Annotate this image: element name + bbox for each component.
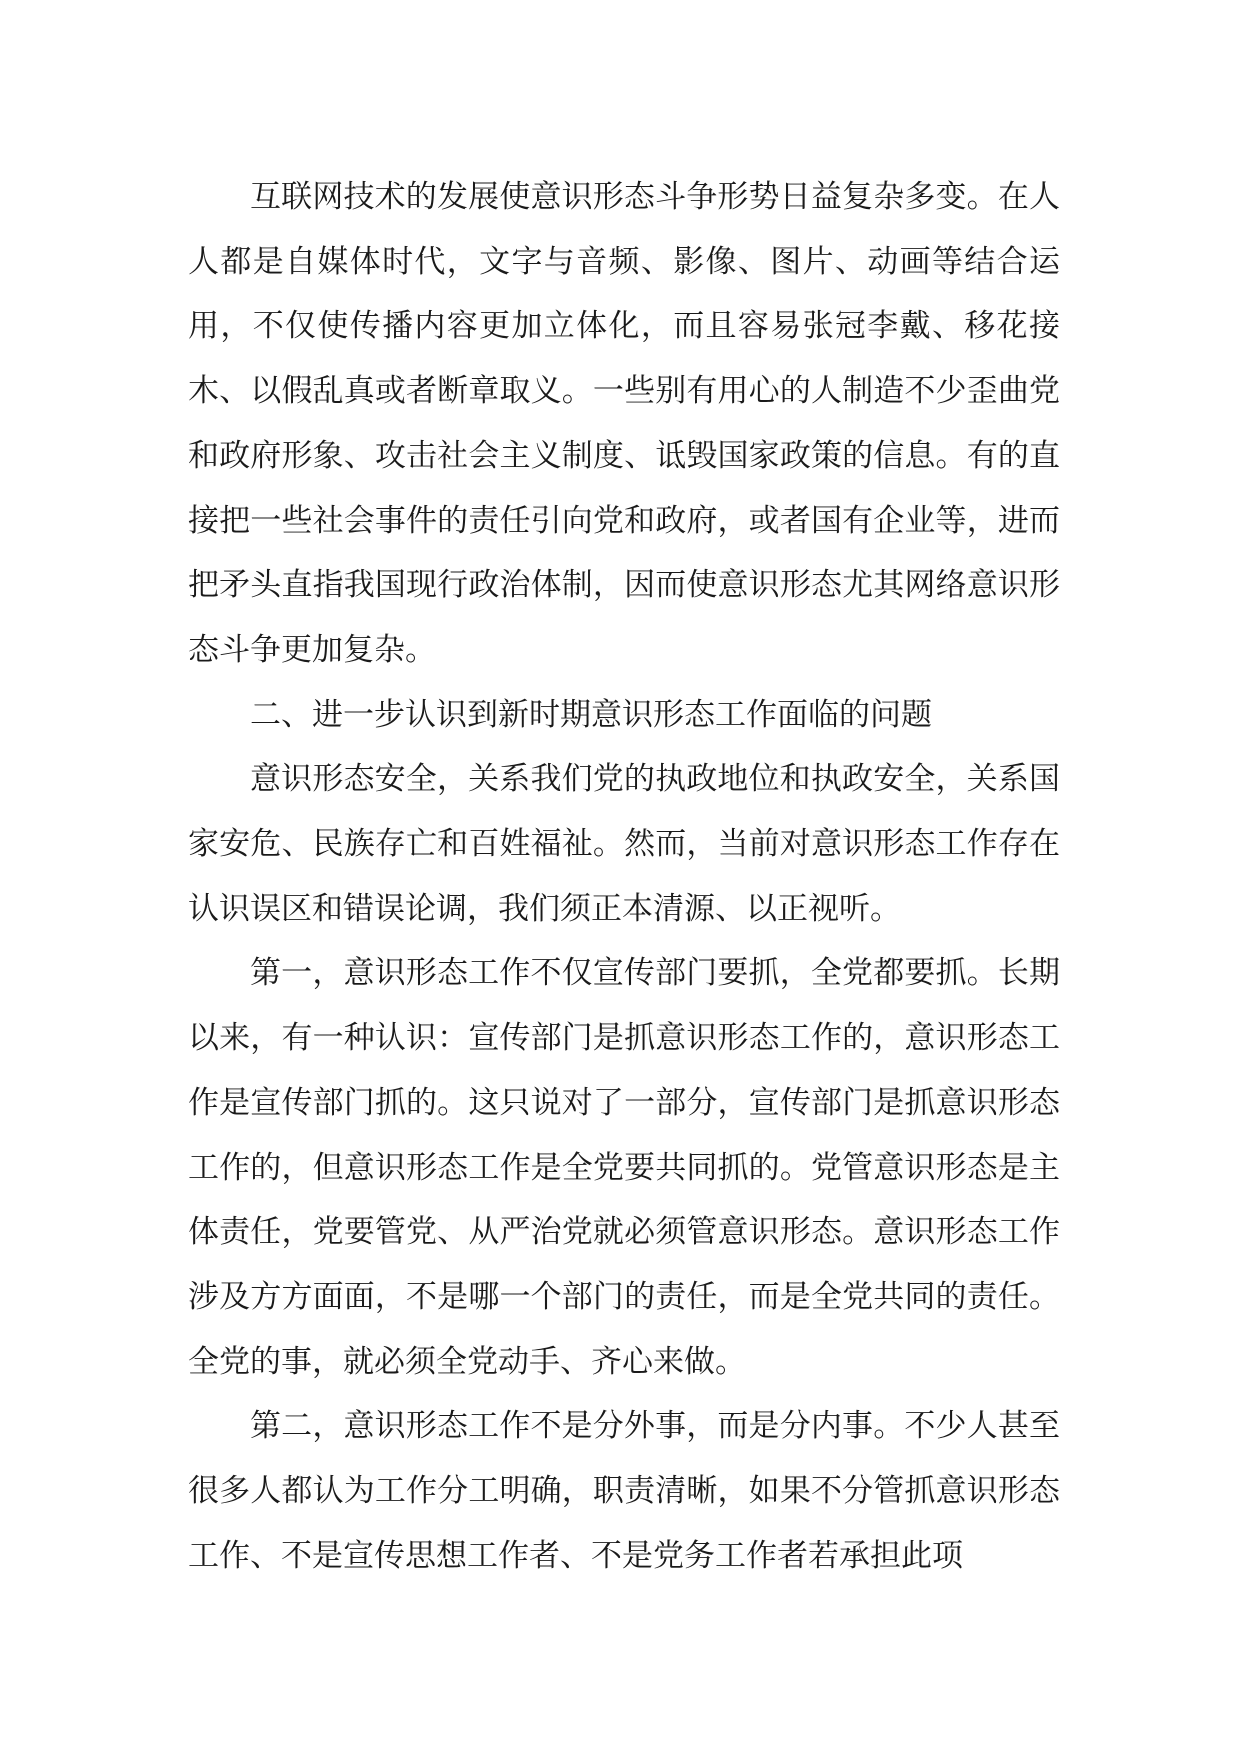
section-heading-two: 二、进一步认识到新时期意识形态工作面临的问题	[250, 696, 932, 733]
paragraph-internet-ideology: 互联网技术的发展使意识形态斗争形势日益复杂多变。在人人都是自媒体时代，文字与音频、影像、图片、动画等结合运用，不仅使传播内容更加立体化，而且容易张冠李戴、移花接木、以假乱真或者断章取义。一些别有用心的人制造不少歪曲党和政府形象、攻击社会主义制度、诋毁国家政策的信息。有的直接把一些社会事件的责任引向党和政府，或者国有企业等，进而把矛头直指我国现行政治体制，因而使意识形态尤其网络意识形态斗争更加复杂。	[188, 179, 1060, 668]
paragraph-point-one: 第一，意识形态工作不仅宣传部门要抓，全党都要抓。长期以来，有一种认识：宣传部门是抓意识形态工作的，意识形态工作是宣传部门抓的。这只说对了一部分，宣传部门是抓意识形态工作的，但意识形态工作是全党要共同抓的。党管意识形态是主体责任，党要管党、从严治党就必须管意识形态。意识形态工作涉及方方面面，不是哪一个部门的责任，而是全党共同的责任。全党的事，就必须全党动手、齐心来做。	[188, 955, 1060, 1380]
paragraph-ideology-security: 意识形态安全，关系我们党的执政地位和执政安全，关系国家安危、民族存亡和百姓福祉。然而，当前对意识形态工作存在认识误区和错误论调，我们须正本清源、以正视听。	[188, 761, 1060, 927]
document-body	[188, 165, 1060, 1588]
paragraph-point-two: 第二，意识形态工作不是分外事，而是分内事。不少人甚至很多人都认为工作分工明确，职责清晰，如果不分管抓意识形态工作、不是宣传思想工作者、不是党务工作者若承担此项	[188, 1408, 1060, 1574]
